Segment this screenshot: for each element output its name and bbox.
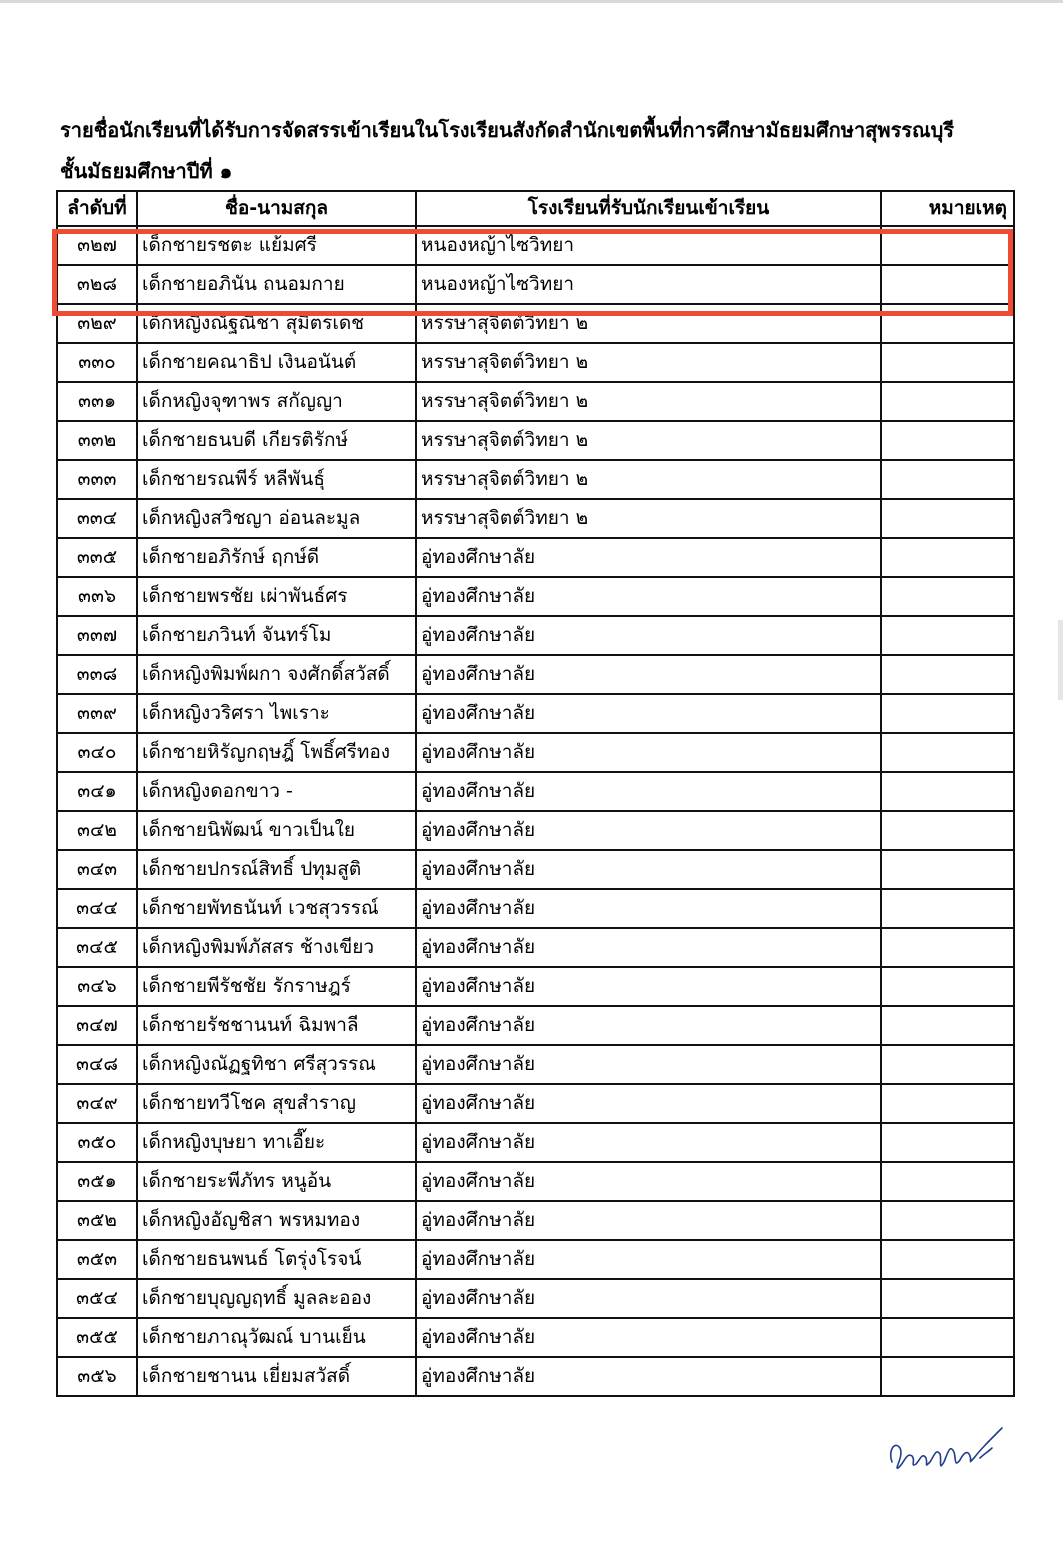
school-name: อู่ทองศึกษาลัย xyxy=(416,1240,881,1279)
table-row xyxy=(57,1084,1014,1123)
table-row xyxy=(57,304,1014,343)
table-row xyxy=(57,226,1014,265)
row-note xyxy=(881,499,1014,538)
student-name: เด็กชายอภินัน ถนอมกาย xyxy=(137,265,416,304)
table-row xyxy=(57,850,1014,889)
row-number: ๓๓๒ xyxy=(57,421,137,460)
school-name: อู่ทองศึกษาลัย xyxy=(416,1357,881,1396)
row-note xyxy=(881,850,1014,889)
school-name: อู่ทองศึกษาลัย xyxy=(416,889,881,928)
row-note xyxy=(881,538,1014,577)
table-row xyxy=(57,1279,1014,1318)
table-row xyxy=(57,421,1014,460)
student-roster-table xyxy=(56,190,1015,1397)
student-name: เด็กหญิงบุษยา ทาเอี๊ยะ xyxy=(137,1123,416,1162)
header-note: หมายเหตุ xyxy=(881,191,1014,226)
row-number: ๓๓๑ xyxy=(57,382,137,421)
student-name: เด็กชายพีรัชชัย รักราษฎร์ xyxy=(137,967,416,1006)
row-number: ๓๓๓ xyxy=(57,460,137,499)
page-top-edge xyxy=(0,0,1063,3)
table-row xyxy=(57,1162,1014,1201)
page-edge-shadow xyxy=(1058,620,1063,700)
row-number: ๓๔๙ xyxy=(57,1084,137,1123)
row-note xyxy=(881,1162,1014,1201)
row-number: ๓๒๘ xyxy=(57,265,137,304)
row-number: ๓๔๗ xyxy=(57,1006,137,1045)
row-note xyxy=(881,1123,1014,1162)
row-number: ๓๔๘ xyxy=(57,1045,137,1084)
row-note xyxy=(881,811,1014,850)
row-number: ๓๔๔ xyxy=(57,889,137,928)
row-number: ๓๕๓ xyxy=(57,1240,137,1279)
school-name: อู่ทองศึกษาลัย xyxy=(416,1006,881,1045)
student-name: เด็กชายธนบดี เกียรติรักษ์ xyxy=(137,421,416,460)
row-number: ๓๓๗ xyxy=(57,616,137,655)
row-note xyxy=(881,772,1014,811)
student-name: เด็กหญิงอัญชิสา พรหมทอง xyxy=(137,1201,416,1240)
school-name: อู่ทองศึกษาลัย xyxy=(416,733,881,772)
student-name: เด็กหญิงดอกขาว - xyxy=(137,772,416,811)
header-school: โรงเรียนที่รับนักเรียนเข้าเรียน xyxy=(416,191,881,226)
school-name: อู่ทองศึกษาลัย xyxy=(416,1045,881,1084)
table-row xyxy=(57,616,1014,655)
student-name: เด็กหญิงจุฑาพร สกัญญา xyxy=(137,382,416,421)
school-name: อู่ทองศึกษาลัย xyxy=(416,1201,881,1240)
table-row xyxy=(57,577,1014,616)
school-name: อู่ทองศึกษาลัย xyxy=(416,1123,881,1162)
row-note xyxy=(881,343,1014,382)
student-name: เด็กหญิงพิมพ์ผกา จงศักดิ์สวัสดิ์ xyxy=(137,655,416,694)
table-row xyxy=(57,655,1014,694)
school-name: หรรษาสุจิตต์วิทยา ๒ xyxy=(416,343,881,382)
row-note xyxy=(881,733,1014,772)
school-name: อู่ทองศึกษาลัย xyxy=(416,577,881,616)
student-name: เด็กชายคณาธิป เงินอนันต์ xyxy=(137,343,416,382)
table-row xyxy=(57,343,1014,382)
school-name: อู่ทองศึกษาลัย xyxy=(416,811,881,850)
table-row xyxy=(57,1240,1014,1279)
student-name: เด็กชายหิรัญกฤษฎิ์ โพธิ์ศรีทอง xyxy=(137,733,416,772)
student-name: เด็กหญิงณัฏฐทิชา ศรีสุวรรณ xyxy=(137,1045,416,1084)
row-number: ๓๕๒ xyxy=(57,1201,137,1240)
school-name: อู่ทองศึกษาลัย xyxy=(416,1279,881,1318)
table-row xyxy=(57,1318,1014,1357)
document-subtitle: ชั้นมัธยมศึกษาปีที่ ๑ xyxy=(60,159,233,183)
row-number: ๓๔๕ xyxy=(57,928,137,967)
table-row xyxy=(57,1357,1014,1396)
school-name: อู่ทองศึกษาลัย xyxy=(416,694,881,733)
signature xyxy=(884,1412,1014,1480)
row-note xyxy=(881,1240,1014,1279)
row-number: ๓๒๗ xyxy=(57,226,137,265)
school-name: อู่ทองศึกษาลัย xyxy=(416,538,881,577)
table-row xyxy=(57,499,1014,538)
table-row xyxy=(57,538,1014,577)
school-name: หนองหญ้าไซวิทยา xyxy=(416,226,881,265)
student-name: เด็กชายรณพีร์ หลีพันธุ์ xyxy=(137,460,416,499)
row-number: ๓๕๖ xyxy=(57,1357,137,1396)
table-row xyxy=(57,772,1014,811)
school-name: อู่ทองศึกษาลัย xyxy=(416,655,881,694)
row-note xyxy=(881,226,1014,265)
row-note xyxy=(881,577,1014,616)
school-name: หรรษาสุจิตต์วิทยา ๒ xyxy=(416,499,881,538)
school-name: หรรษาสุจิตต์วิทยา ๒ xyxy=(416,421,881,460)
row-number: ๓๓๐ xyxy=(57,343,137,382)
row-note xyxy=(881,304,1014,343)
row-number: ๓๕๐ xyxy=(57,1123,137,1162)
student-name: เด็กชายนิพัฒน์ ขาวเป็นใย xyxy=(137,811,416,850)
document-title: รายชื่อนักเรียนที่ได้รับการจัดสรรเข้าเรียนในโรงเรียนสังกัดสำนักเขตพื้นที่การศึกษามัธยมศึกษาสุพรรณบุรี xyxy=(60,118,955,142)
student-name: เด็กชายบุญญฤทธิ์ มูลละออง xyxy=(137,1279,416,1318)
table-row xyxy=(57,928,1014,967)
row-number: ๓๓๖ xyxy=(57,577,137,616)
row-number: ๓๔๐ xyxy=(57,733,137,772)
student-name: เด็กชายธนพนธ์ โตรุ่งโรจน์ xyxy=(137,1240,416,1279)
table-row xyxy=(57,1006,1014,1045)
row-number: ๓๓๘ xyxy=(57,655,137,694)
row-number: ๓๕๑ xyxy=(57,1162,137,1201)
student-name: เด็กชายพัทธนันท์ เวชสุวรรณ์ xyxy=(137,889,416,928)
row-note xyxy=(881,421,1014,460)
row-note xyxy=(881,265,1014,304)
school-name: อู่ทองศึกษาลัย xyxy=(416,967,881,1006)
student-name: เด็กชายภาณุวัฒณ์ บานเย็น xyxy=(137,1318,416,1357)
school-name: อู่ทองศึกษาลัย xyxy=(416,772,881,811)
row-note xyxy=(881,889,1014,928)
student-name: เด็กชายรชตะ แย้มศรี xyxy=(137,226,416,265)
row-note xyxy=(881,382,1014,421)
table-row xyxy=(57,694,1014,733)
student-name: เด็กชายปกรณ์สิทธิ์ ปทุมสูติ xyxy=(137,850,416,889)
school-name: อู่ทองศึกษาลัย xyxy=(416,1084,881,1123)
school-name: อู่ทองศึกษาลัย xyxy=(416,1318,881,1357)
row-note xyxy=(881,460,1014,499)
row-note xyxy=(881,928,1014,967)
table-row xyxy=(57,265,1014,304)
table-row xyxy=(57,1201,1014,1240)
table-row xyxy=(57,889,1014,928)
school-name: หนองหญ้าไซวิทยา xyxy=(416,265,881,304)
row-number: ๓๔๓ xyxy=(57,850,137,889)
table-row xyxy=(57,1045,1014,1084)
student-name: เด็กหญิงวริศรา ไพเราะ xyxy=(137,694,416,733)
student-name: เด็กชายภวินท์ จันทร์โม xyxy=(137,616,416,655)
student-name: เด็กชายพรชัย เผ่าพันธ์ศร xyxy=(137,577,416,616)
row-number: ๓๔๑ xyxy=(57,772,137,811)
student-name: เด็กชายอภิรักษ์ ฤกษ์ดี xyxy=(137,538,416,577)
table-row xyxy=(57,382,1014,421)
student-name: เด็กชายชานน เยี่ยมสวัสดิ์ xyxy=(137,1357,416,1396)
student-name: เด็กชายทวีโชค สุขสำราญ xyxy=(137,1084,416,1123)
roster-body xyxy=(57,226,1014,1396)
student-name: เด็กหญิงพิมพ์ภัสสร ช้างเขียว xyxy=(137,928,416,967)
row-number: ๓๓๙ xyxy=(57,694,137,733)
school-name: หรรษาสุจิตต์วิทยา ๒ xyxy=(416,304,881,343)
table-row xyxy=(57,967,1014,1006)
school-name: หรรษาสุจิตต์วิทยา ๒ xyxy=(416,460,881,499)
row-number: ๓๒๙ xyxy=(57,304,137,343)
row-note xyxy=(881,1045,1014,1084)
row-note xyxy=(881,616,1014,655)
row-note xyxy=(881,1201,1014,1240)
row-note xyxy=(881,1084,1014,1123)
table-header-row xyxy=(57,191,1014,226)
row-number: ๓๔๒ xyxy=(57,811,137,850)
table-row xyxy=(57,1123,1014,1162)
table-row xyxy=(57,460,1014,499)
school-name: อู่ทองศึกษาลัย xyxy=(416,928,881,967)
header-number: ลำดับที่ xyxy=(57,191,137,226)
school-name: หรรษาสุจิตต์วิทยา ๒ xyxy=(416,382,881,421)
school-name: อู่ทองศึกษาลัย xyxy=(416,616,881,655)
header-name: ชื่อ-นามสกุล xyxy=(137,191,416,226)
row-note xyxy=(881,655,1014,694)
row-note xyxy=(881,1006,1014,1045)
row-note xyxy=(881,967,1014,1006)
row-note xyxy=(881,1357,1014,1396)
row-number: ๓๕๔ xyxy=(57,1279,137,1318)
row-number: ๓๓๔ xyxy=(57,499,137,538)
school-name: อู่ทองศึกษาลัย xyxy=(416,850,881,889)
row-number: ๓๓๕ xyxy=(57,538,137,577)
student-name: เด็กชายรัชชานนท์ ฉิมพาลี xyxy=(137,1006,416,1045)
table-row xyxy=(57,733,1014,772)
student-name: เด็กหญิงณัฐณิชา สุมิตรเดช xyxy=(137,304,416,343)
school-name: อู่ทองศึกษาลัย xyxy=(416,1162,881,1201)
student-name: เด็กชายระพีภัทร หนูอ้น xyxy=(137,1162,416,1201)
row-note xyxy=(881,1279,1014,1318)
table-row xyxy=(57,811,1014,850)
row-number: ๓๕๕ xyxy=(57,1318,137,1357)
student-name: เด็กหญิงสวิชญา อ่อนละมูล xyxy=(137,499,416,538)
row-note xyxy=(881,694,1014,733)
row-number: ๓๔๖ xyxy=(57,967,137,1006)
row-note xyxy=(881,1318,1014,1357)
